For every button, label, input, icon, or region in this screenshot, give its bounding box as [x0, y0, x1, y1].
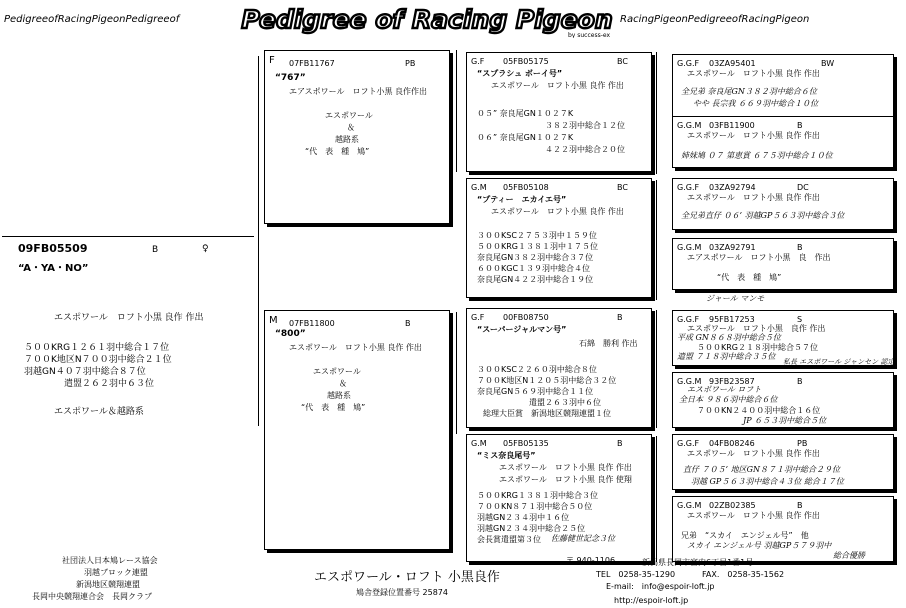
ggm2-handwritten: ジャール マンモ	[706, 294, 765, 303]
ggm4-breeder: エスポワール ロフト小黒 良作 作出	[687, 511, 820, 520]
gm2-breeder: エスポワール ロフト小黒 良作 使翔	[499, 475, 632, 484]
gm1-result: 奈良尾GN３８２羽中総合３７位	[477, 253, 594, 262]
gm2-breeder: エスポワール ロフト小黒 良作 作出	[499, 463, 632, 472]
ggm2-label: G.G.M	[677, 243, 702, 252]
ggm2-ring: 03ZA92791	[709, 243, 756, 252]
ggf3-label: G.G.F	[677, 315, 700, 324]
header-left-tagline: PedigreeofRacingPigeonPedigreeof	[4, 14, 180, 25]
dam-note: ＆	[339, 379, 347, 388]
connector-gm1	[656, 180, 657, 300]
subject-result: 羽越GN４０７羽中総合８７位	[24, 367, 146, 377]
ggf2-label: G.G.F	[677, 183, 700, 192]
ggm3-color: B	[797, 377, 803, 386]
footer-assoc: 羽越ブロック連盟	[84, 568, 148, 577]
great-grandsire-card	[672, 310, 894, 366]
gm2-name: “ミス奈良尾号”	[477, 451, 536, 460]
sire-breeder: エアスポワール ロフト小黒 良作作出	[289, 87, 428, 96]
dam-note: “代 表 種 鳩”	[301, 403, 366, 412]
gm1-name: “プティー エカイエ号”	[477, 195, 567, 204]
gf2-result: 奈良尾GN５６９羽中総合１１位	[477, 387, 594, 396]
ggm2-breeder: エアスポワール ロフト小黒 良 作出	[687, 253, 831, 262]
subject-result: ５００KRG１２６１羽中総合１７位	[24, 343, 170, 353]
gm2-handwritten-note: 佐藤健世記念３位	[551, 534, 615, 543]
title-byline: by success-ex	[567, 32, 610, 38]
gm1-result: ６００KGC１３９羽中総合４位	[477, 264, 591, 273]
ggm2-color: B	[797, 243, 803, 252]
subject-name: “A・YA・NO”	[18, 263, 89, 274]
gm1-breeder: エスポワール ロフト小黒 良作 作出	[491, 207, 624, 216]
ggf4-handwritten: 羽越 GP５６３羽中総合４３位 総合１７位	[691, 477, 844, 486]
gf1-breeder: エスポワール ロフト小黒 良作 作出	[491, 81, 624, 90]
footer-email[interactable]: E-mail: info@espoir-loft.jp	[606, 582, 715, 591]
gm2-color: B	[617, 439, 623, 448]
gf2-breeder: 石綿 勝利 作出	[579, 339, 638, 348]
dam-color: B	[405, 319, 411, 328]
gf2-result: 総理大臣賞 新潟地区競翔連盟１位	[483, 409, 611, 418]
ggf1-handwritten: 全兄弟 奈良尾GN３８２羽中総合６位	[681, 87, 817, 96]
gf2-result: ３００KSC２２６０羽中総合８位	[477, 365, 597, 374]
dam-name: “800”	[275, 329, 306, 339]
gm1-result: 奈良尾GN４２２羽中総合１９位	[477, 275, 594, 284]
granddam-card	[466, 178, 652, 298]
ggf1-breeder: エスポワール ロフト小黒 良作 作出	[687, 69, 820, 78]
gm2-ring: 05FB05135	[503, 439, 549, 448]
great-granddam-card	[672, 372, 894, 428]
subject-ring: 09FB05509	[18, 242, 88, 255]
subject-sex: ♀	[202, 244, 209, 254]
footer-loft-name: エスポワール・ロフト 小黒良作	[314, 570, 500, 585]
footer-tel: TEL 0258-35-1290	[596, 570, 676, 579]
footer-url[interactable]: http://espoir-loft.jp	[614, 596, 689, 605]
dam-note: 越路系	[327, 391, 351, 400]
sire-note: エスポワール	[325, 111, 373, 120]
gf2-label: G.F	[471, 313, 485, 322]
ggf3-ring: 95FB17253	[709, 315, 755, 324]
footer-assoc: 長岡中央競翔連合会 長岡クラブ	[32, 592, 152, 601]
gm1-result: ３００KSC２７５３羽中１５９位	[477, 231, 597, 240]
ggm4-ring: 02ZB02385	[709, 501, 756, 510]
connector-sire	[456, 50, 457, 172]
ggm4-label: G.G.M	[677, 501, 702, 510]
ggf3-breeder: エスポワール ロフト小黒 良作 作出	[687, 324, 826, 333]
great-granddam-card	[672, 116, 894, 168]
ggf4-ring: 04FB08246	[709, 439, 755, 448]
ggm3-result: ７００KN２４００羽中総合１６位	[697, 406, 821, 415]
gf2-name: “スーパージャルマン号”	[477, 325, 567, 334]
ggf1-label: G.G.F	[677, 59, 700, 68]
ggf4-label: G.G.F	[677, 439, 700, 448]
dam-note: エスポワール	[313, 367, 361, 376]
granddam-card	[466, 434, 652, 562]
sire-label: F	[269, 55, 275, 66]
gf1-result: ４２２羽中総合２０位	[545, 145, 625, 154]
sire-card	[264, 50, 450, 224]
ggm4-handwritten: 総合優勝	[833, 551, 865, 560]
gm1-color: BC	[617, 183, 628, 192]
dam-label: M	[269, 315, 278, 326]
sire-note: 越路系	[335, 135, 359, 144]
sire-ring: 07FB11767	[289, 59, 335, 68]
subject-breeder: エスポワール ロフト小黒 良作 作出	[54, 313, 204, 323]
sire-note: ＆	[347, 123, 355, 132]
grandsire-card	[466, 308, 652, 428]
subject-color: B	[152, 245, 159, 255]
ggf4-color: PB	[797, 439, 808, 448]
dam-card	[264, 310, 450, 550]
ggm4-handwritten: スカイ エンジェル号 羽越GP５７９羽中	[687, 541, 832, 550]
gf1-label: G.F	[471, 57, 485, 66]
ggm1-handwritten: 姉妹鳩 ０７ 第恵賞 ６７５羽中総合１０位	[681, 151, 833, 160]
ggf2-color: DC	[797, 183, 809, 192]
dam-ring: 07FB11800	[289, 319, 335, 328]
footer-registration: 鳩舎登録位置番号 25874	[356, 588, 448, 597]
grandsire-card	[466, 52, 652, 172]
ggf4-breeder: エスポワール ロフト小黒 良作 作出	[687, 449, 820, 458]
ggf3-handwritten: 平成 GN８６８羽中総合５位	[677, 333, 781, 342]
ggm3-ring: 93FB23587	[709, 377, 755, 386]
gm2-result: 会長賞遣盟第３位	[477, 535, 541, 544]
page-title: Pedigree of Racing Pigeon	[241, 5, 613, 34]
ggf2-breeder: エスポワール ロフト小黒 良作 作出	[687, 193, 820, 202]
ggf1-handwritten: やや 長宗我 ６６９羽中総合１０位	[693, 99, 819, 108]
ggm3-handwritten: JP ６５３羽中総合５位	[743, 416, 827, 425]
ggm4-sibling: 兄弟 “スカイ エンジェル号” 他	[681, 531, 809, 540]
subject-result: 遣盟２６２羽中６３位	[64, 379, 155, 389]
sire-color: PB	[405, 59, 416, 68]
sire-name: “767”	[275, 73, 306, 83]
page-title-logo	[238, 2, 616, 38]
gf1-name: “スプラシュ ボーイ号”	[477, 69, 563, 78]
ggf2-handwritten: 全兄弟直仔 ０６’ 羽越GP５６３羽中総合３位	[681, 211, 845, 220]
subject-line: エスポワール＆越路系	[54, 407, 144, 417]
gm2-result: 羽越GN２３４羽中総合２５位	[477, 524, 586, 533]
great-granddam-card	[672, 496, 894, 562]
gm1-result: ５００KRG１３８１羽中１７５位	[477, 242, 599, 251]
connector-gf1	[656, 52, 657, 174]
connector-dam	[456, 312, 457, 434]
header-right-tagline: RacingPigeonPedigreeofRacingPigeon	[620, 14, 810, 25]
ggm1-label: G.G.M	[677, 121, 702, 130]
ggm3-handwritten: エスポワール ロフト	[687, 385, 762, 394]
gf1-result: ３８２羽中総合１２位	[545, 121, 625, 130]
footer-zip: 〒 940-1106	[566, 556, 616, 565]
gm1-ring: 05FB05108	[503, 183, 549, 192]
gf1-color: BC	[617, 57, 628, 66]
ggf1-ring: 03ZA95401	[709, 59, 756, 68]
ggf3-result: ５００KRG２１８羽中総合５７位	[697, 343, 819, 352]
ggf3-handwritten: 私長 エスポワール ジャンセン 認定	[783, 358, 895, 366]
gf1-result: ０５” 奈良尾GN１０２７K	[477, 109, 574, 118]
great-grandsire-card	[672, 178, 894, 230]
gf2-ring: 00FB08750	[503, 313, 549, 322]
footer-address: 新潟県長岡市宮内6丁目1番1号	[642, 558, 754, 567]
sire-note: “代 表 種 鳩”	[305, 147, 370, 156]
great-grandsire-card	[672, 434, 894, 490]
ggf3-color: S	[797, 315, 803, 324]
connector-gf2	[656, 310, 657, 428]
footer-fax: FAX. 0258-35-1562	[702, 570, 785, 579]
ggf3-handwritten: 遣盟 ７１８羽中総合３５位	[677, 352, 776, 361]
subject-card	[2, 236, 254, 554]
gf1-ring: 05FB05175	[503, 57, 549, 66]
gf2-result: 遣盟２６３羽中６位	[529, 398, 601, 407]
ggf4-handwritten: 直仔 ７０５’ 地区GN８７１羽中総合２９位	[683, 465, 841, 474]
gf2-color: B	[617, 313, 623, 322]
gf1-result: ０６” 奈良尾GN１０２７K	[477, 133, 574, 142]
connector-main	[258, 56, 259, 426]
gf2-result: ７００K地区N１２０５羽中総合３２位	[477, 376, 617, 385]
ggm4-color: B	[797, 501, 803, 510]
connector-gm2	[656, 436, 657, 562]
gm2-label: G.M	[471, 439, 487, 448]
subject-result: ７００K地区N７００羽中総合２１位	[24, 355, 172, 365]
ggm1-ring: 03FB11900	[709, 121, 755, 130]
ggm3-label: G.G.M	[677, 377, 702, 386]
ggf2-ring: 03ZA92794	[709, 183, 756, 192]
gm2-result: ７００KN８７１羽中総合５０位	[477, 502, 593, 511]
ggm3-handwritten: 全日本 ９８６羽中総合６位	[679, 395, 778, 404]
ggm1-color: B	[797, 121, 803, 130]
ggf1-color: BW	[821, 59, 835, 68]
gm2-result: ５００KRG１３８１羽中総合３位	[477, 491, 599, 500]
great-granddam-card	[672, 238, 894, 290]
gm1-label: G.M	[471, 183, 487, 192]
ggm2-note: “代 表 種 鳩”	[717, 273, 782, 282]
footer-assoc: 社団法人日本鳩レース協会	[62, 556, 158, 565]
gm2-result: 羽越GN２３４羽中１６位	[477, 513, 570, 522]
ggm1-breeder: エスポワール ロフト小黒 良作 作出	[687, 131, 820, 140]
footer-assoc: 新潟地区競翔連盟	[76, 580, 140, 589]
dam-breeder: エスポワール ロフト小黒 良作 作出	[289, 343, 422, 352]
